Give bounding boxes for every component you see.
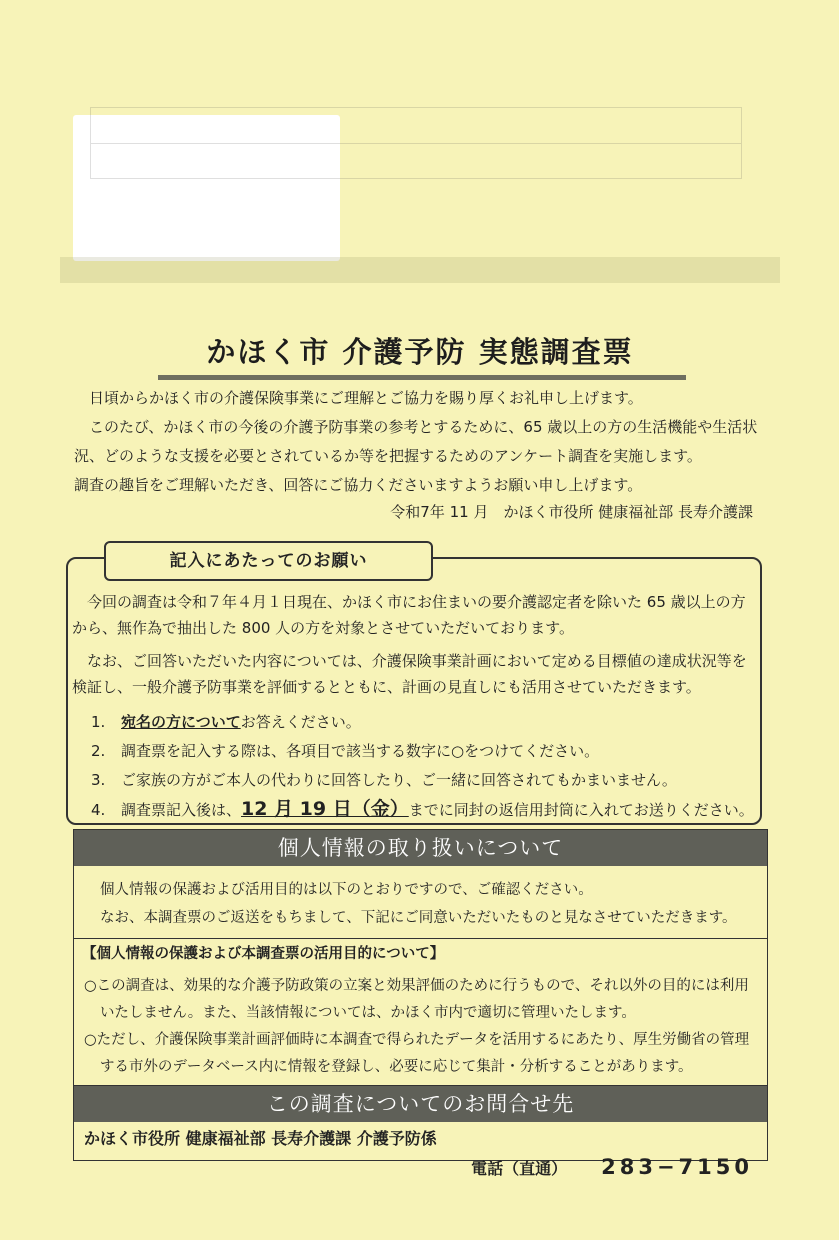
contact-info [74,1122,767,1188]
intro-signature: 令和7年 11 月 かほく市役所 健康福祉部 長寿介護課 [390,503,753,521]
notice-paragraph-2: なお、ご回答いただいた内容については、介護保険事業計画において定める目標値の達成状況等を検証し、一般介護予防事業を評価するとともに、計画の見直しにも活用させていただきます。 [72,652,747,696]
notice-item-number: 3. [91,771,106,789]
contact-phone-label: 電話（直通） [471,1159,568,1178]
privacy-purpose-heading: 【個人情報の保護および本調査票の活用目的について】 [82,946,445,962]
contact-phone-number: 283−7150 [601,1155,753,1179]
notice-item-text: 調査票記入後は、 [121,801,242,819]
notice-item-text: お答えください。 [240,713,361,731]
contact-heading: この調査についてのお問合せ先 [74,1086,767,1122]
privacy-purpose [74,938,767,1086]
notice-paragraph-1: 今回の調査は令和７年４月１日現在、かほく市にお住まいの要介護認定者を除いた 65 歳以上の方から、無作為で抽出した 800 人の方を対象とさせていただいております。 [72,593,746,637]
intro-paragraph-1: 日頃からかほく市の介護保険事業にご理解とご協力を賜り厚くお礼申し上げます。 [89,389,643,407]
due-date: 12 月 19 日（金） [241,798,409,820]
intro-paragraph-3: 調査の趣旨をご理解いただき、回答にご協力くださいますようお願い申し上げます。 [74,476,643,494]
privacy-bullet-2: ○ただし、介護保険事業計画評価時に本調査で得られたデータを活用するにあたり、厚生労働省の管理する市外のデータベース内に情報を登録し、必要に応じて集計・分析することがあります。 [84,1032,750,1075]
privacy-heading: 個人情報の取り扱いについて [74,830,767,866]
notice-item-number: 2. [91,742,106,760]
notice-item-2 [91,737,756,766]
notice-item-emphasis: 宛名の方について [121,713,241,731]
contact-phone-line [84,1152,757,1184]
privacy-lead [74,866,767,932]
notice-item-text: までに同封の返信用封筒に入れてお送りください。 [408,801,754,819]
address-label-window [73,115,340,261]
privacy-lead-1: 個人情報の保護および活用目的は以下のとおりですので、ご確認ください。 [100,882,593,898]
title-underline [158,375,686,380]
privacy-lead-2: なお、本調査票のご返送をもちまして、下記にご同意いただいたものと見なさせていただきます。 [100,910,737,926]
notice-list [72,708,756,825]
notice-item-number: 1. [91,713,106,731]
notice-item-text: ご家族の方がご本人の代わりに回答したり、ご一緒に回答されてもかまいません。 [121,771,677,789]
page-title: かほく市 介護予防 実態調査票 [206,335,634,369]
notice-item-3 [91,766,756,795]
intro-paragraph-2: このたび、かほく市の今後の介護予防事業の参考とするために、65 歳以上の方の生活機能や生活状況、どのような支援を必要とされているか等を把握するためのアンケート調査を実施します。 [74,418,758,465]
privacy-purpose-list [74,969,767,1085]
privacy-section [73,829,768,1179]
notice-item-1 [91,708,756,737]
notice-item-text: 調査票を記入する際は、各項目で該当する数字に○をつけてください。 [121,742,600,760]
notice-item-number: 4. [91,801,106,819]
notice-body [72,589,756,825]
notice-heading: 記入にあたってのお願い [104,541,433,581]
contact-office: かほく市役所 健康福祉部 長寿介護課 介護予防係 [84,1129,437,1148]
intro-section [74,384,764,500]
notice-item-4 [91,795,756,825]
privacy-bullet-1: ○この調査は、効果的な介護予防政策の立案と効果評価のために行うもので、それ以外の目的には利用いたしません。また、当該情報については、かほく市内で適切に管理いたします。 [84,978,749,1021]
